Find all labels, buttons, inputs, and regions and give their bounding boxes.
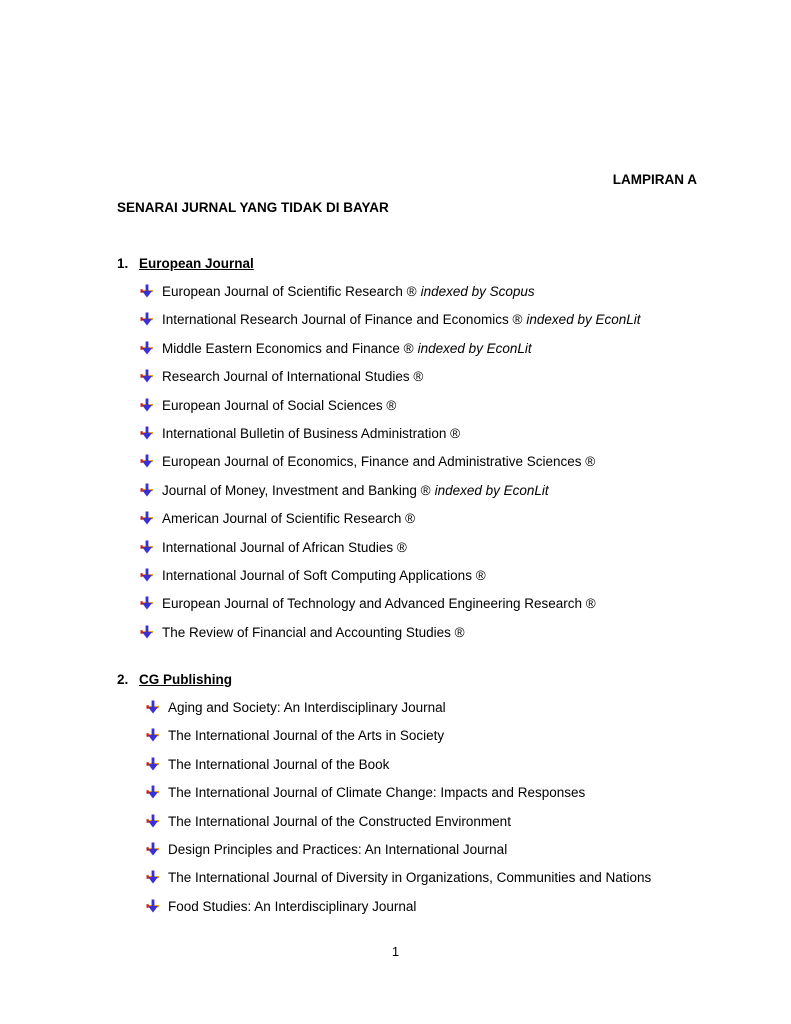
journal-list-item	[140, 448, 640, 476]
journal-list-item	[140, 619, 640, 647]
arrow-down-bullet-icon	[146, 700, 160, 714]
annex-label: LAMPIRAN A	[612, 172, 697, 187]
arrow-down-bullet-icon	[140, 540, 154, 554]
arrow-down-bullet-icon	[140, 369, 154, 383]
arrow-down-bullet-icon	[140, 284, 154, 298]
journal-title: The International Journal of the Book	[168, 756, 390, 772]
journal-title: The International Journal of the Arts in Society	[168, 728, 445, 744]
journal-title: The International Journal of Diversity in Organizations, Communities and Nations	[168, 870, 652, 886]
journal-list-item	[146, 694, 651, 722]
journal-list-item	[140, 534, 640, 562]
journal-list-item	[140, 477, 640, 505]
journal-list-item	[146, 779, 651, 807]
journal-title: European Journal of Social Sciences ®	[162, 397, 397, 413]
journal-list-item	[146, 722, 651, 750]
journal-title: Journal of Money, Investment and Banking ®	[162, 482, 431, 498]
journal-list-item	[140, 420, 640, 448]
journal-title: The International Journal of Climate Change: Impacts and Responses	[168, 785, 586, 801]
journal-title: European Journal of Scientific Research ®	[162, 284, 417, 299]
journal-list-european	[140, 278, 640, 647]
journal-list-cg-publishing	[146, 694, 651, 921]
journal-title: Middle Eastern Economics and Finance ®	[162, 340, 414, 356]
arrow-down-bullet-icon	[146, 870, 160, 884]
arrow-down-bullet-icon	[140, 568, 154, 582]
document-title: SENARAI JURNAL YANG TIDAK DI BAYAR	[117, 200, 389, 215]
journal-list-item	[146, 751, 651, 779]
indexing-note: indexed by EconLit	[417, 340, 532, 356]
journal-list-item	[140, 306, 640, 334]
journal-list-item	[140, 278, 640, 306]
indexing-note: indexed by Scopus	[420, 284, 535, 299]
journal-title: European Journal of Technology and Advanced Engineering Research ®	[162, 596, 596, 612]
arrow-down-bullet-icon	[140, 596, 154, 610]
arrow-down-bullet-icon	[140, 625, 154, 639]
journal-list-item	[146, 864, 651, 892]
journal-title: International Research Journal of Finance and Economics ®	[162, 312, 523, 328]
page-number: 1	[391, 944, 400, 959]
section-number: 2.	[117, 672, 129, 687]
arrow-down-bullet-icon	[146, 728, 160, 742]
arrow-down-bullet-icon	[140, 511, 154, 525]
journal-title: Aging and Society: An Interdisciplinary Journal	[168, 700, 446, 715]
section-name: CG Publishing	[139, 672, 232, 687]
journal-list-item	[140, 590, 640, 618]
arrow-down-bullet-icon	[140, 312, 154, 326]
journal-title: Food Studies: An Interdisciplinary Journal	[168, 898, 417, 914]
journal-list-item	[140, 505, 640, 533]
journal-list-item	[140, 392, 640, 420]
journal-title: International Journal of African Studies ®	[162, 539, 407, 555]
arrow-down-bullet-icon	[146, 842, 160, 856]
journal-title: Research Journal of International Studies ®	[162, 369, 424, 385]
journal-list-item	[140, 335, 640, 363]
arrow-down-bullet-icon	[140, 483, 154, 497]
journal-list-item	[140, 363, 640, 391]
section-name: European Journal	[139, 256, 254, 271]
journal-title: Design Principles and Practices: An International Journal	[168, 841, 508, 857]
section-number: 1.	[117, 256, 129, 271]
arrow-down-bullet-icon	[140, 398, 154, 412]
section-heading-european-journal	[117, 256, 254, 271]
journal-title: International Journal of Soft Computing Applications ®	[162, 567, 486, 583]
journal-list-item	[146, 808, 651, 836]
section-heading-cg-publishing	[117, 672, 232, 687]
arrow-down-bullet-icon	[140, 454, 154, 468]
journal-list-item	[146, 893, 651, 921]
indexing-note: indexed by EconLit	[526, 312, 641, 328]
journal-title: International Bulletin of Business Administration ®	[162, 425, 461, 441]
arrow-down-bullet-icon	[146, 899, 160, 913]
journal-list-item	[140, 562, 640, 590]
journal-title: European Journal of Economics, Finance and Administrative Sciences ®	[162, 454, 596, 470]
arrow-down-bullet-icon	[140, 426, 154, 440]
arrow-down-bullet-icon	[146, 757, 160, 771]
journal-title: American Journal of Scientific Research ®	[162, 511, 416, 527]
journal-title: The International Journal of the Constructed Environment	[168, 813, 511, 829]
indexing-note: indexed by EconLit	[434, 482, 549, 498]
journal-list-item	[146, 836, 651, 864]
arrow-down-bullet-icon	[146, 814, 160, 828]
arrow-down-bullet-icon	[146, 785, 160, 799]
arrow-down-bullet-icon	[140, 341, 154, 355]
journal-title: The Review of Financial and Accounting Studies ®	[162, 624, 465, 640]
